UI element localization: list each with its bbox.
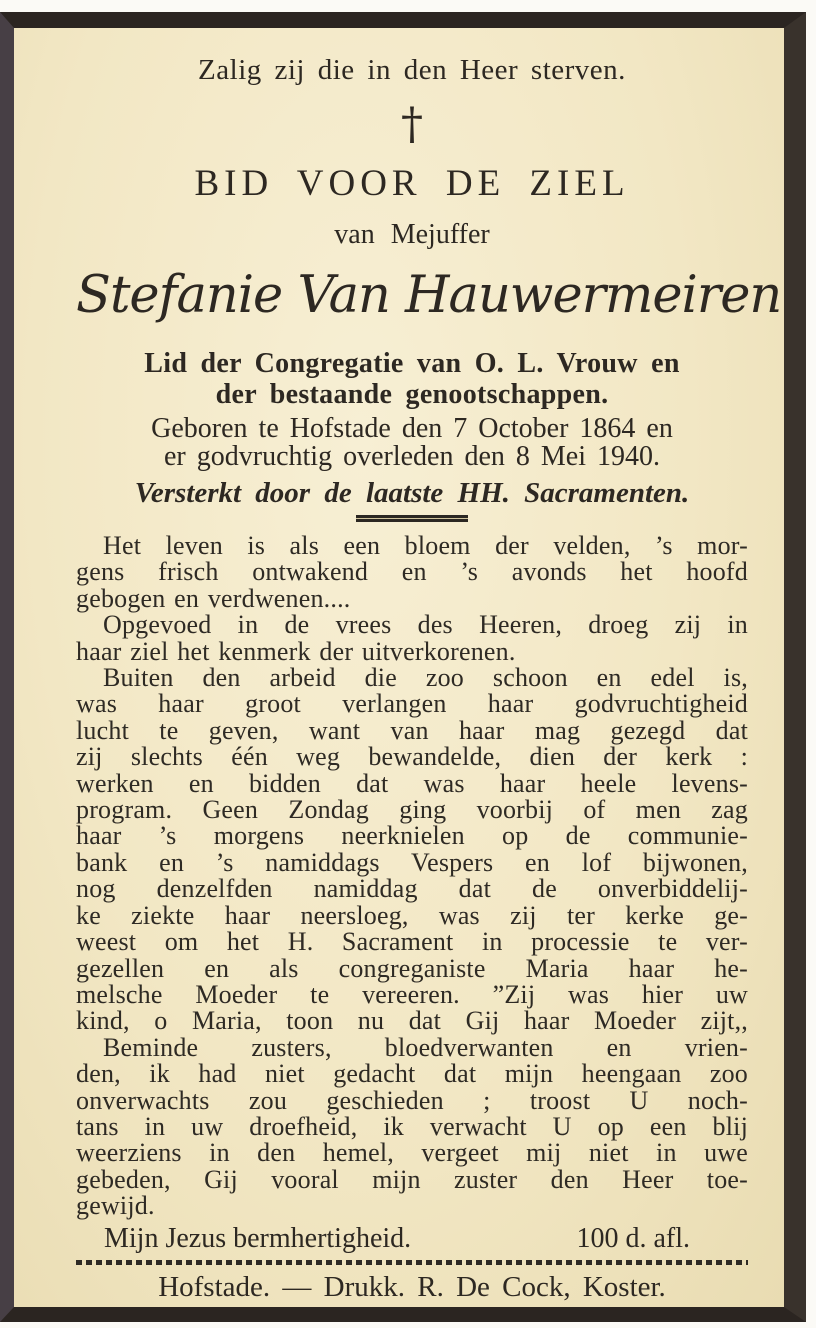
membership-block	[76, 348, 748, 410]
body-line: program. Geen Zondag ging voorbij of men zag	[76, 795, 748, 825]
birth-line: Geboren te Hofstade den 7 October 1864 en	[151, 413, 673, 444]
body-line: Opgevoed in de vrees des Heeren, droeg zij in	[103, 610, 748, 640]
body-line: den, ik had niet gedacht dat mijn heengaan zoo	[76, 1059, 748, 1089]
body-line: gens frisch ontwakend en ’s avonds het hoofd	[76, 557, 748, 587]
dates-block	[76, 415, 748, 471]
body-line: was haar groot verlangen haar godvruchtigheid	[76, 689, 748, 719]
body-line: bank en ’s namiddags Vespers en lof bijwonen,	[76, 847, 748, 877]
membership-line: der bestaande genootschappen.	[215, 379, 609, 410]
prayer-card	[0, 12, 806, 1322]
body-line: weest om het H. Sacrament in processie te ver-	[76, 927, 748, 957]
deceased-name: Stefanie Van Hauwermeiren	[76, 266, 782, 325]
body-line: gebeden, Gij vooral mijn zuster den Heer toe-	[76, 1164, 748, 1194]
body-line: Buiten den arbeid die zoo schoon en edel is,	[103, 663, 748, 693]
body-line: zij slechts één weg bewandelde, dien der kerk :	[76, 742, 748, 772]
body-line: kind, o Maria, toon nu dat Gij haar Moeder zijt,,	[76, 1006, 748, 1036]
printer-imprint: Hofstade. — Drukk. R. De Cock, Koster.	[158, 1270, 666, 1303]
body-line: haar ziel het kenmerk der uitverkorenen.	[76, 636, 516, 666]
body-line: gebogen en verdwenen....	[76, 583, 351, 613]
obituary-body	[76, 533, 748, 1220]
body-line: werken en bidden dat was haar heele levens-	[76, 768, 748, 798]
body-line: weerziens in den hemel, vergeet mij niet in uwe	[76, 1138, 748, 1168]
body-line: ke ziekte haar neersloeg, was zij ter kerke ge-	[76, 900, 748, 930]
body-line: onverwachts zou geschieden ; troost U noch-	[76, 1085, 748, 1115]
body-line: nog denzelfden namiddag dat de onverbiddelij-	[76, 874, 748, 904]
card-inner	[14, 28, 784, 1307]
body-line: tans in uw droefheid, ik verwacht U op een blij	[76, 1111, 748, 1141]
sacraments-line: Versterkt door de laatste HH. Sacramenten.	[134, 477, 690, 509]
indulgence-text: 100 d. afl.	[576, 1222, 690, 1254]
body-line: gezellen en als congreganiste Maria haar he-	[76, 953, 748, 983]
double-rule-divider	[356, 515, 468, 522]
body-line: Beminde zusters, bloedverwanten en vrien-	[103, 1032, 748, 1062]
body-line: lucht te geven, want van haar mag gezegd dat	[76, 715, 748, 745]
prayer-text: Mijn Jezus bermhertigheid.	[104, 1222, 412, 1254]
membership-line: Lid der Congregatie van O. L. Vrouw en	[144, 348, 680, 379]
page-title: BID VOOR DE ZIEL	[194, 163, 630, 204]
body-line: haar ’s morgens neerknielen op de communie-	[76, 821, 748, 851]
epigraph-text: Zalig zij die in den Heer sterven.	[198, 54, 626, 86]
subtitle-text: van Mejuffer	[334, 219, 490, 250]
death-line: er godvruchtig overleden den 8 Mei 1940.	[164, 441, 660, 472]
body-line: Het leven is als een bloem der velden, ’s mor-	[103, 531, 748, 560]
dotted-divider	[76, 1260, 748, 1265]
body-line: melsche Moeder te vereeren. ”Zij was hier uw	[76, 979, 748, 1009]
closing-row	[76, 1224, 748, 1254]
cross-icon: †	[401, 99, 423, 150]
body-line: gewijd.	[76, 1191, 155, 1221]
